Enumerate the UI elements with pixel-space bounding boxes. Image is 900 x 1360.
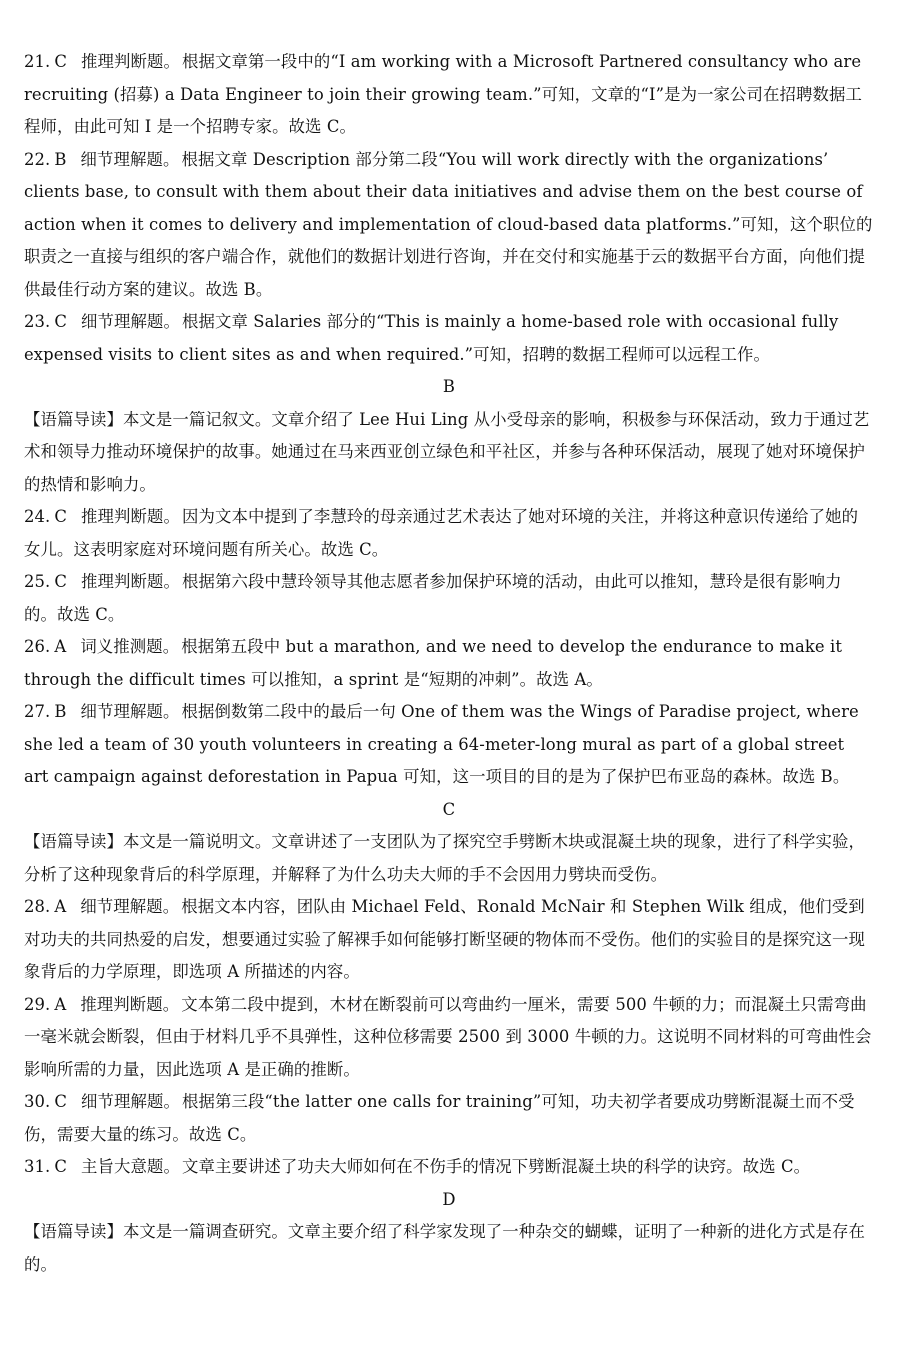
question-number: 29. (24, 994, 51, 1014)
explanation-text: 根据文本内容，团队由 Michael Feld、Ronald McNair 和 Stephen Wilk 组成，他们受到对功夫的共同热爱的启发，想要通过实验了解裸手如何能够打断坚硬的物体而不受伤。他们的实验目的是探究这一现象背后的力学原理，即选项 A 所描述的内容。 (24, 897, 866, 981)
answer-letter: C (54, 52, 68, 71)
question-type: 细节理解题。 (80, 702, 180, 721)
explanation-text: 根据文章第一段中的“I am working with a Microsoft Partnered consultancy who are recruiting (招募) a Data Engineer to join their growing team.”可知，文章的“I”是为一家公司在招聘数据工程师，由此可知 I 是一个招聘专家。故选 C。 (24, 52, 862, 136)
question-number: 31. (24, 1157, 51, 1176)
passage-guide: 【语篇导读】本文是一篇说明文。文章讲述了一支团队为了探究空手劈断木块或混凝土块的现象，进行了科学实验，分析了这种现象背后的科学原理，并解释了为什么功夫大师的手不会因用力劈块而受伤。 (24, 832, 866, 884)
answer-letter: A (54, 994, 67, 1014)
section-heading: D (442, 1189, 456, 1209)
answer-item (24, 306, 874, 371)
question-number: 21. (24, 52, 51, 71)
explanation-text: 根据第五段中 but a marathon, and we need to develop the endurance to make it through the difficult times 可以推知，a sprint 是“短期的冲刺”。故选 A。 (24, 637, 843, 689)
answer-letter: C (54, 1092, 68, 1111)
answer-item (24, 46, 874, 144)
answer-letter: C (54, 1157, 68, 1176)
question-type: 推理判断题。 (81, 572, 180, 591)
question-number: 24. (24, 507, 51, 526)
question-type: 词义推测题。 (80, 637, 180, 656)
answer-item (24, 566, 874, 631)
explanation-text: 文本第二段中提到，木材在断裂前可以弯曲约一厘米，需要 500 牛顿的力；而混凝土只需弯曲一毫米就会断裂，但由于材料几乎不具弹性，这种位移需要 2500 到 3000 牛顿的力。这说明不同材料的可弯曲性会影响所需的力量，因此选项 A 是正确的推断。 (24, 994, 872, 1079)
explanation-text: 根据第六段中慧玲领导其他志愿者参加保护环境的活动，由此可以推知，慧玲是很有影响力的。故选 C。 (24, 572, 842, 624)
explanation-text: 文章主要讲述了功夫大师如何在不伤手的情况下劈断混凝土块的科学的诀窍。故选 C。 (181, 1157, 811, 1176)
answer-item (24, 696, 874, 794)
question-number: 23. (24, 312, 51, 331)
question-number: 26. (24, 637, 51, 656)
answer-item (24, 891, 874, 989)
explanation-text: 根据文章 Description 部分第二段“You will work directly with the organizations’ clients base, to consult with them about their data initiatives and advise them on the best course of action when it comes to delivery and implementation of cloud-based data platforms.”可知，这个职位的职责之一直接与组织的客户端合作，就他们的数据计划进行咨询，并在交付和实施基于云的数据平台方面，向他们提供最佳行动方案的建议。故选 B。 (24, 149, 873, 299)
section-heading: C (442, 799, 456, 819)
answer-item (24, 989, 874, 1087)
answer-item (24, 1086, 874, 1151)
answer-letter: B (54, 702, 67, 721)
question-number: 25. (24, 572, 51, 591)
section-heading: B (442, 377, 456, 396)
answer-item (24, 1151, 874, 1184)
answer-letter: A (54, 637, 67, 656)
answer-letter: A (54, 897, 67, 916)
question-type: 细节理解题。 (80, 897, 180, 916)
passage-guide: 【语篇导读】本文是一篇调查研究。文章主要介绍了科学家发现了一种杂交的蝴蝶，证明了一种新的进化方式是存在的。 (24, 1222, 866, 1274)
question-type: 主旨大意题。 (81, 1157, 180, 1176)
explanation-text: 根据文章 Salaries 部分的“This is mainly a home-based role with occasional fully expensed visits to client sites as and when required.”可知，招聘的数据工程师可以远程工作。 (24, 312, 839, 364)
answer-letter: B (54, 149, 67, 169)
answer-item (24, 631, 874, 696)
question-type: 推理判断题。 (81, 52, 180, 71)
question-type: 推理判断题。 (80, 994, 180, 1014)
answer-letter: C (54, 572, 68, 591)
answer-letter: C (54, 312, 68, 331)
explanation-text: 根据第三段“the latter one calls for training”可知，功夫初学者要成功劈断混凝土而不受伤，需要大量的练习。故选 C。 (24, 1092, 855, 1144)
answer-letter: C (54, 507, 68, 526)
question-number: 30. (24, 1092, 51, 1111)
question-number: 27. (24, 702, 51, 721)
question-type: 细节理解题。 (81, 312, 180, 331)
answer-item (24, 144, 874, 307)
answer-item (24, 501, 874, 566)
question-number: 28. (24, 897, 51, 916)
question-type: 推理判断题。 (81, 507, 180, 526)
question-type: 细节理解题。 (81, 1092, 180, 1111)
question-number: 22. (24, 149, 51, 169)
passage-guide: 【语篇导读】本文是一篇记叙文。文章介绍了 Lee Hui Ling 从小受母亲的影响，积极参与环保活动，致力于通过艺术和领导力推动环境保护的故事。她通过在马来西亚创立绿色和平社区，并参与各种环保活动，展现了她对环境保护的热情和影响力。 (24, 409, 870, 494)
explanation-text: 根据倒数第二段中的最后一句 One of them was the Wings of Paradise project, where she led a team of 30 youth volunteers in creating a 64-meter-long mural as part of a global street art campaign against deforestation in Papua 可知，这一项目的目的是为了保护巴布亚岛的森林。故选 B。 (24, 702, 859, 786)
explanation-text: 因为文本中提到了李慧玲的母亲通过艺术表达了她对环境的关注，并将这种意识传递给了她的女儿。这表明家庭对环境问题有所关心。故选 C。 (24, 507, 859, 559)
question-type: 细节理解题。 (80, 149, 180, 169)
